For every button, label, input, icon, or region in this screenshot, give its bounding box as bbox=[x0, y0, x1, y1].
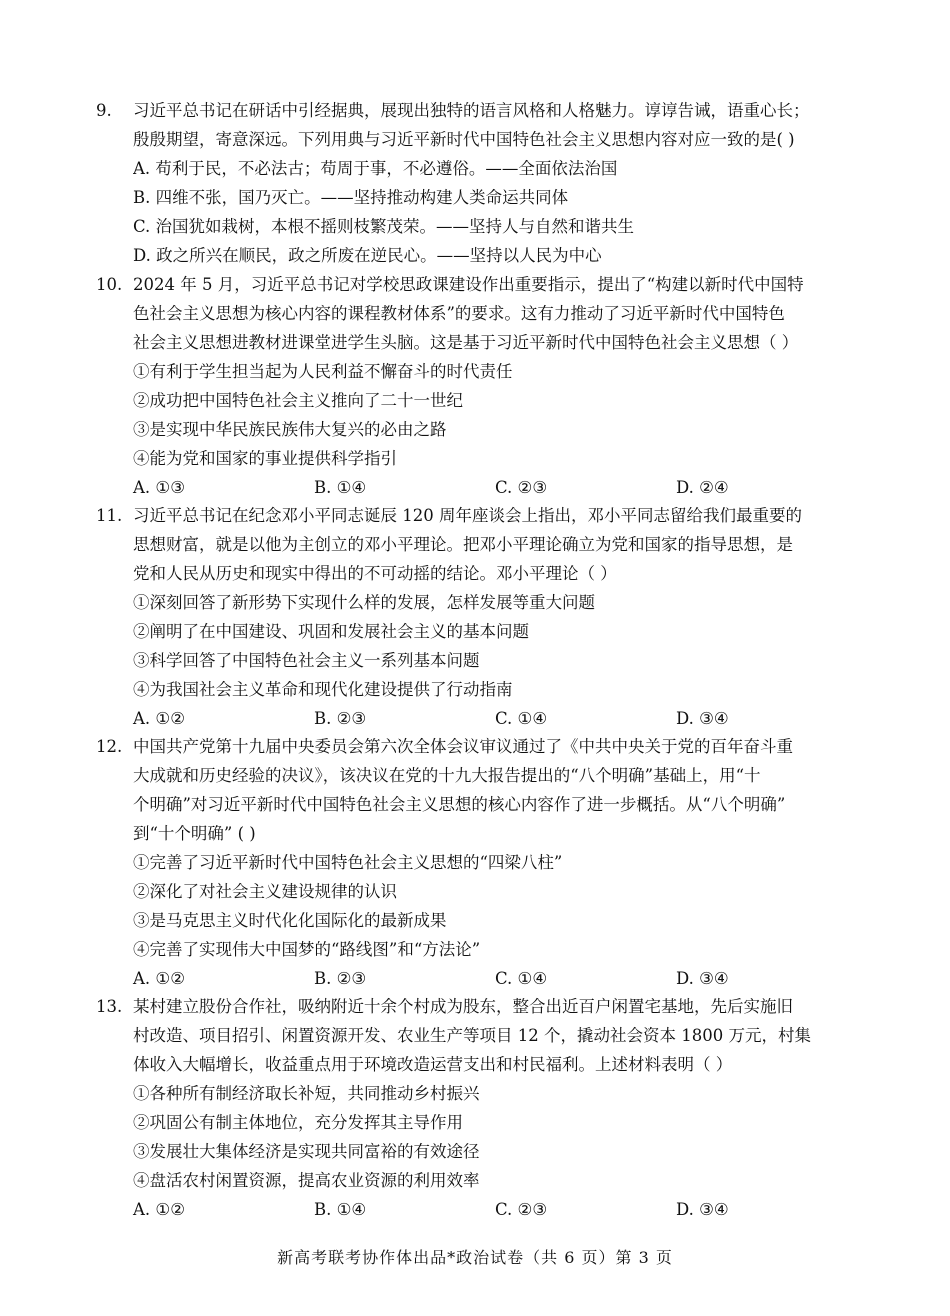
question-9 bbox=[96, 96, 868, 270]
choice-b: B. ①④ bbox=[314, 1200, 367, 1219]
statement-4: ④完善了实现伟大中国梦的“路线图”和“方法论” bbox=[133, 940, 481, 959]
choice-a: A. ①② bbox=[133, 709, 185, 728]
choice-b: B. ①④ bbox=[314, 478, 367, 497]
question-stem-text: 习近平总书记在研话中引经据典，展现出独特的语言风格和人格魅力。谆谆告诫，语重心长； bbox=[133, 101, 810, 120]
statement-1: ①有利于学生担当起为人民利益不懈奋斗的时代责任 bbox=[133, 362, 513, 381]
statement-1: ①各种所有制经济取长补短，共同推动乡村振兴 bbox=[133, 1084, 480, 1103]
statement-2: ②成功把中国特色社会主义推向了二十一世纪 bbox=[133, 391, 463, 410]
choice-d: D. ③④ bbox=[676, 709, 729, 728]
question-number: 9. bbox=[96, 101, 112, 120]
question-stem-text: 思想财富，就是以他为主创立的邓小平理论。把邓小平理论确立为党和国家的指导思想，是 bbox=[133, 535, 793, 554]
question-12 bbox=[96, 732, 868, 993]
option-b: B. 四维不张，国乃灭亡。——坚持推动构建人类命运共同体 bbox=[133, 188, 569, 207]
question-stem-text: 习近平总书记在纪念邓小平同志诞辰 120 周年座谈会上指出，邓小平同志留给我们最重要的 bbox=[133, 506, 802, 525]
statement-1: ①深刻回答了新形势下实现什么样的发展，怎样发展等重大问题 bbox=[133, 593, 595, 612]
question-stem-text: 党和人民从历史和现实中得出的不可动摇的结论。邓小平理论（ ） bbox=[133, 564, 617, 583]
choice-a: A. ①② bbox=[133, 1200, 185, 1219]
statement-2: ②阐明了在中国建设、巩固和发展社会主义的基本问题 bbox=[133, 622, 529, 641]
question-13 bbox=[96, 992, 868, 1224]
choice-d: D. ②④ bbox=[676, 478, 729, 497]
question-stem-line bbox=[96, 992, 868, 1021]
option-c: C. 治国犹如栽树，本根不摇则枝繁茂荣。——坚持人与自然和谐共生 bbox=[133, 217, 635, 236]
statement-4: ④盘活农村闲置资源，提高农业资源的利用效率 bbox=[133, 1171, 480, 1190]
choice-b: B. ②③ bbox=[314, 969, 367, 988]
choice-a: A. ①② bbox=[133, 969, 185, 988]
question-number: 10. bbox=[96, 275, 123, 294]
question-number: 13. bbox=[96, 997, 123, 1016]
statement-2: ②深化了对社会主义建设规律的认识 bbox=[133, 882, 397, 901]
question-stem-text: 大成就和历史经验的决议》，该决议在党的十九大报告提出的“八个明确”基础上，用“十 bbox=[133, 766, 761, 785]
choice-b: B. ②③ bbox=[314, 709, 367, 728]
statement-3: ③科学回答了中国特色社会主义一系列基本问题 bbox=[133, 651, 480, 670]
answer-choices bbox=[133, 964, 868, 993]
question-stem-text: 体收入大幅增长，收益重点用于环境改造运营支出和村民福利。上述材料表明（ ） bbox=[133, 1055, 733, 1074]
question-number: 12. bbox=[96, 737, 123, 756]
choice-c: C. ①④ bbox=[495, 709, 548, 728]
choice-c: C. ②③ bbox=[495, 1200, 548, 1219]
question-stem-line bbox=[96, 501, 868, 530]
choice-c: C. ①④ bbox=[495, 969, 548, 988]
answer-choices bbox=[133, 1195, 868, 1224]
statement-3: ③是实现中华民族民族伟大复兴的必由之路 bbox=[133, 420, 447, 439]
question-stem-text: 中国共产党第十九届中央委员会第六次全体会议审议通过了《中共中央关于党的百年奋斗重 bbox=[133, 737, 793, 756]
question-stem-text: 某村建立股份合作社，吸纳附近十余个村成为股东，整合出近百户闲置宅基地，先后实施旧 bbox=[133, 997, 793, 1016]
question-stem-text: 2024 年 5 月，习近平总书记对学校思政课建设作出重要指示，提出了“构建以新时代中国特 bbox=[133, 275, 804, 294]
question-stem-text: 个明确”对习近平新时代中国特色社会主义思想的核心内容作了进一步概括。从“八个明确” bbox=[133, 795, 786, 814]
statement-4: ④能为党和国家的事业提供科学指引 bbox=[133, 449, 397, 468]
question-11 bbox=[96, 501, 868, 733]
question-stem-text: 社会主义思想进教材进课堂进学生头脑。这是基于习近平新时代中国特色社会主义思想（ ） bbox=[133, 333, 799, 352]
question-stem-text: 到“十个明确” ( ) bbox=[133, 824, 256, 843]
question-stem-line bbox=[96, 732, 868, 761]
choice-c: C. ②③ bbox=[495, 478, 548, 497]
option-a: A. 苟利于民，不必法古；苟周于事，不必遵俗。——全面依法治国 bbox=[133, 159, 618, 178]
statement-2: ②巩固公有制主体地位，充分发挥其主导作用 bbox=[133, 1113, 463, 1132]
question-stem-text: 村改造、项目招引、闲置资源开发、农业生产等项目 12 个，撬动社会资本 1800 万元，村集 bbox=[133, 1026, 811, 1045]
statement-3: ③是马克思主义时代化化国际化的最新成果 bbox=[133, 911, 447, 930]
answer-choices bbox=[133, 704, 868, 733]
answer-choices bbox=[133, 473, 868, 502]
question-10 bbox=[96, 270, 868, 502]
statement-4: ④为我国社会主义革命和现代化建设提供了行动指南 bbox=[133, 680, 513, 699]
question-stem-text: 色社会主义思想为核心内容的课程教材体系”的要求。这有力推动了习近平新时代中国特色 bbox=[133, 304, 785, 323]
choice-a: A. ①③ bbox=[133, 478, 185, 497]
option-d: D. 政之所兴在顺民，政之所废在逆民心。——坚持以人民为中心 bbox=[133, 246, 602, 265]
question-stem-line bbox=[96, 270, 868, 299]
choice-d: D. ③④ bbox=[676, 969, 729, 988]
statement-3: ③发展壮大集体经济是实现共同富裕的有效途径 bbox=[133, 1142, 480, 1161]
choice-d: D. ③④ bbox=[676, 1200, 729, 1219]
question-number: 11. bbox=[96, 506, 123, 525]
statement-1: ①完善了习近平新时代中国特色社会主义思想的“四梁八柱” bbox=[133, 853, 563, 872]
question-stem-text: 殷殷期望，寄意深远。下列用典与习近平新时代中国特色社会主义思想内容对应一致的是( ) bbox=[133, 130, 795, 149]
page-footer: 新高考联考协作体出品*政治试卷（共 6 页）第 3 页 bbox=[277, 1248, 673, 1267]
question-stem-line bbox=[96, 96, 868, 125]
